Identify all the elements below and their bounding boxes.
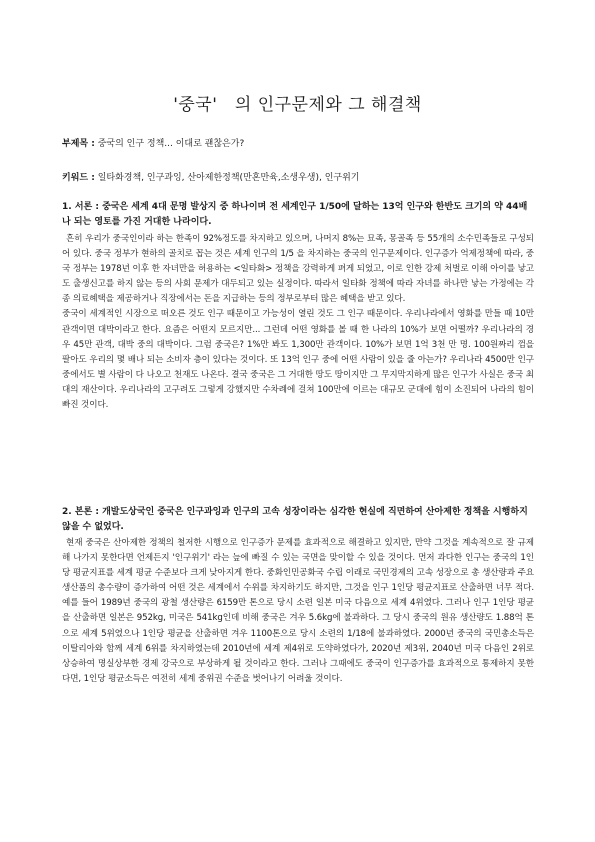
section1-paragraph: 흔히 우리가 중국인이라 하는 한족이 92%정도를 차지하고 있으며, 나머지 8%는 묘족, 몽골족 등 55개의 소수민족들로 구성되어 있다. 중국 정부가 현하의 골치로 꼽는 것은 세계 인구의 1/5 을 차지하는 중국의 인구문제이다. 인구증가 억제정책에 따라, 중국 정부는 1978년 이후 한 자녀만을 허용하는 <일타화> 정책을 강력하게 펴게 되었고, 이로 인한 강제 처벌로 이해 아이를 낳고도 출생신고를 하지 않는 등의 사회 문제가 대두되고 있는 실정이다. 따라서 일타화 정책에 따라 자녀를 하나만 낳는 가정에는 각종 의료혜택을 제공하거나 직장에서는 돈을 지급하는 등의 정부로부터 많은 혜택을 받고 있다. — [62, 234, 534, 305]
subtitle-label: 부제목 : — [62, 139, 95, 149]
subtitle-line — [62, 138, 542, 150]
section1-heading: 1. 서론 : 중국은 세계 4대 문명 발상지 중 하나이며 전 세계인구 1/50에 달하는 13억 인구와 한반도 크기의 약 44배나 되는 영토를 가진 거대한 나라이다. — [62, 202, 528, 227]
section1-paragraph: 중국이 세계적인 시장으로 떠오른 것도 인구 때문이고 가능성이 열린 것도 그 인구 때문이다. 우리나라에서 영화를 만들 때 10만 관객이면 대박이라고 한다. 요즘은 어떤지 모르지만... 그런데 어떤 영화를 볼 때 한 나라의 10%가 보면 어떨까? 우리나라의 경우 45만 관객, 대박 중의 대박이다. 그럼 중국은? 1%만 봐도 1,300만 관객이다. 10%가 보면 1억 3천 만 명. 100원짜리 껌을 팔아도 우리의 몇 배나 되는 소비자 층이 있다는 것이다. 또 13억 인구 중에 어떤 사람이 있을 줄 아는가? 우리나라 4500만 인구 중에서도 별 사람이 다 나오고 천재도 나온다. 결국 중국은 그 거대한 땅도 땅이지만 그 무지막지하게 많은 인구가 사실은 중국 최대의 재산이다. 우리나라의 고구려도 그렇게 강했지만 수차례에 걸쳐 100만에 이르는 대규모 군대에 힘이 소진되어 나라의 힘이 빠진 것이다. — [62, 309, 534, 411]
keyword-line — [62, 172, 542, 184]
section2-body — [62, 536, 534, 687]
section2-paragraph: 현재 중국은 산아제한 정책의 철저한 시행으로 인구증가 문제를 효과적으로 해결하고 있지만, 만약 그것을 계속적으로 잘 규제해 나가지 못한다면 언제든지 '인구위기' 라는 늪에 빠질 수 있는 국면을 맞이할 수 있을 것이다. 먼저 과다한 인구는 중국의 1인당 평균지표를 세계 평균 수준보다 크게 낮아지게 한다. 중화인민공화국 수립 이래로 국민경제의 고속 성장으로 총 생산량과 주요 생산품의 총수량이 증가하여 어떤 것은 세계에서 수위를 차지하기도 하지만, 그것을 인구 1인당 평균지표로 산출하면 너무 적다. 예를 들어 1989년 중국의 광철 생산량은 6159만 톤으로 당시 소련 일본 미국 다음으로 세계 4위였다. 그러나 인구 1인당 평균을 산출하면 일본은 952kg, 미국은 541kg인데 비해 중국은 겨우 5.6kg에 불과하다. 그 당시 중국의 원유 생산량도 1.88억 톤으로 세계 5위였으나 1인당 평균을 산출하면 겨우 1100톤으로 당시 소련의 1/18에 불과하였다. 2000년 중국의 국민총소득은 이탈리아와 함께 세계 6위를 차지하였는데 2010년에 세계 제4위로 도약하였다가, 2020년 제3위, 2040년 미국 다음인 2위로 상승하여 명실상부한 경제 강국으로 부상하게 될 것이라고 한다. 그러나 그때에도 중국이 인구증가를 효과적으로 통제하지 못한다면, 1인당 평균소득은 여전히 세계 중위권 수준을 벗어나기 어려울 것이다. — [62, 538, 534, 684]
section2-heading: 2. 본론 : 개발도상국인 중국은 인구과잉과 인구의 고속 성장이라는 심각한 현실에 직면하여 산아제한 정책을 시행하지 않을 수 없었다. — [62, 507, 528, 532]
section1-body — [62, 232, 534, 413]
subtitle-text: 중국의 인구 정책... 이대로 괜찮은가? — [97, 139, 245, 149]
keyword-text: 일타화경책, 인구과잉, 산아제한정책(만혼만육,소생우생), 인구위기 — [97, 173, 360, 183]
keyword-label: 키워드 : — [62, 173, 95, 183]
document-title: '중국' 의 인구문제와 그 해결책 — [173, 95, 422, 115]
